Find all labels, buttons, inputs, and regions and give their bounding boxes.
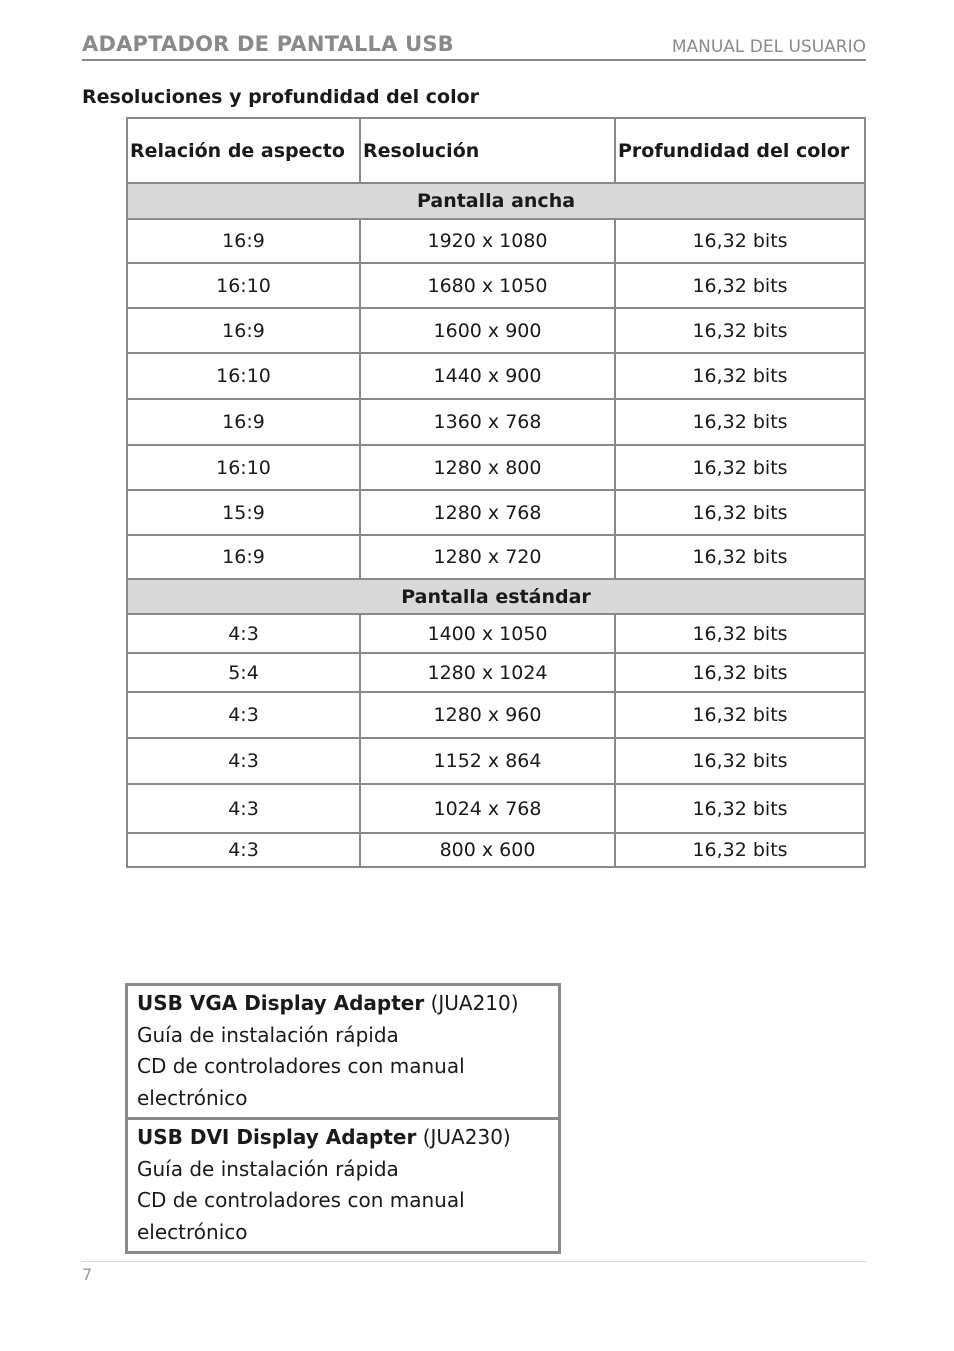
table-body (127, 183, 865, 867)
table-row (127, 784, 865, 833)
package-contents-table (125, 983, 561, 1254)
aspect-cell: 4:3 (127, 784, 360, 833)
table-row (127, 445, 865, 490)
table-row (127, 653, 865, 692)
color-depth-cell: 16,32 bits (615, 490, 865, 535)
color-depth-cell: 16,32 bits (615, 219, 865, 263)
product-model: (JUA210) (430, 991, 519, 1015)
aspect-cell: 16:10 (127, 445, 360, 490)
table-row (127, 353, 865, 399)
aspect-cell: 4:3 (127, 738, 360, 784)
resolution-cell: 1680 x 1050 (360, 263, 615, 308)
resolution-cell: 1360 x 768 (360, 399, 615, 445)
color-depth-cell: 16,32 bits (615, 738, 865, 784)
table-row (127, 535, 865, 579)
package-row-vga (127, 985, 560, 1119)
product-model: (JUA230) (422, 1125, 511, 1149)
package-product-line (137, 988, 549, 1020)
page-number: 7 (82, 1265, 93, 1284)
aspect-cell: 5:4 (127, 653, 360, 692)
group-header: Pantalla estándar (127, 579, 865, 614)
aspect-cell: 15:9 (127, 490, 360, 535)
resolution-cell: 1440 x 900 (360, 353, 615, 399)
resolution-cell: 1280 x 960 (360, 692, 615, 738)
package-product-line (137, 1122, 549, 1154)
table-row (127, 308, 865, 353)
color-depth-cell: 16,32 bits (615, 263, 865, 308)
table-row (127, 833, 865, 867)
column-header-color-depth: Profundidad del color (615, 118, 865, 183)
color-depth-cell: 16,32 bits (615, 353, 865, 399)
color-depth-cell: 16,32 bits (615, 653, 865, 692)
column-header-aspect: Relación de aspecto (127, 118, 360, 183)
column-header-resolution: Resolución (360, 118, 615, 183)
group-header-row (127, 183, 865, 219)
aspect-cell: 16:9 (127, 535, 360, 579)
manual-label: MANUAL DEL USUARIO (671, 37, 866, 57)
color-depth-cell: 16,32 bits (615, 308, 865, 353)
resolution-table (126, 117, 866, 868)
section-title: Resoluciones y profundidad del color (82, 86, 480, 108)
resolution-cell: 1024 x 768 (360, 784, 615, 833)
resolution-cell: 1280 x 720 (360, 535, 615, 579)
color-depth-cell: 16,32 bits (615, 784, 865, 833)
page-header (82, 32, 866, 61)
resolution-cell: 1152 x 864 (360, 738, 615, 784)
resolution-cell: 1280 x 1024 (360, 653, 615, 692)
aspect-cell: 16:9 (127, 308, 360, 353)
color-depth-cell: 16,32 bits (615, 833, 865, 867)
resolution-cell: 1280 x 800 (360, 445, 615, 490)
color-depth-cell: 16,32 bits (615, 445, 865, 490)
package-row-dvi (127, 1119, 560, 1253)
aspect-cell: 4:3 (127, 692, 360, 738)
resolution-cell: 1920 x 1080 (360, 219, 615, 263)
package-item: CD de controladores con manual electrónico (137, 1188, 465, 1244)
resolution-cell: 800 x 600 (360, 833, 615, 867)
aspect-cell: 16:10 (127, 263, 360, 308)
aspect-cell: 16:9 (127, 399, 360, 445)
table-row (127, 399, 865, 445)
footer-divider (82, 1261, 866, 1262)
color-depth-cell: 16,32 bits (615, 399, 865, 445)
table-row (127, 219, 865, 263)
aspect-cell: 16:9 (127, 219, 360, 263)
resolution-cell: 1280 x 768 (360, 490, 615, 535)
product-name: USB DVI Display Adapter (137, 1125, 417, 1149)
aspect-cell: 4:3 (127, 833, 360, 867)
package-item: Guía de instalación rápida (137, 1156, 399, 1181)
table-header-row (127, 118, 865, 183)
resolution-cell: 1600 x 900 (360, 308, 615, 353)
aspect-cell: 16:10 (127, 353, 360, 399)
aspect-cell: 4:3 (127, 614, 360, 653)
resolution-cell: 1400 x 1050 (360, 614, 615, 653)
table-row (127, 263, 865, 308)
package-item: Guía de instalación rápida (137, 1022, 399, 1047)
table-row (127, 738, 865, 784)
table-row (127, 614, 865, 653)
table-row (127, 692, 865, 738)
color-depth-cell: 16,32 bits (615, 692, 865, 738)
table-row (127, 490, 865, 535)
package-cell (127, 985, 560, 1119)
product-name: USB VGA Display Adapter (137, 991, 425, 1015)
package-cell (127, 1119, 560, 1253)
group-header: Pantalla ancha (127, 183, 865, 219)
document-title: ADAPTADOR DE PANTALLA USB (82, 32, 454, 56)
package-item: CD de controladores con manual electrónico (137, 1054, 465, 1110)
color-depth-cell: 16,32 bits (615, 535, 865, 579)
color-depth-cell: 16,32 bits (615, 614, 865, 653)
group-header-row (127, 579, 865, 614)
